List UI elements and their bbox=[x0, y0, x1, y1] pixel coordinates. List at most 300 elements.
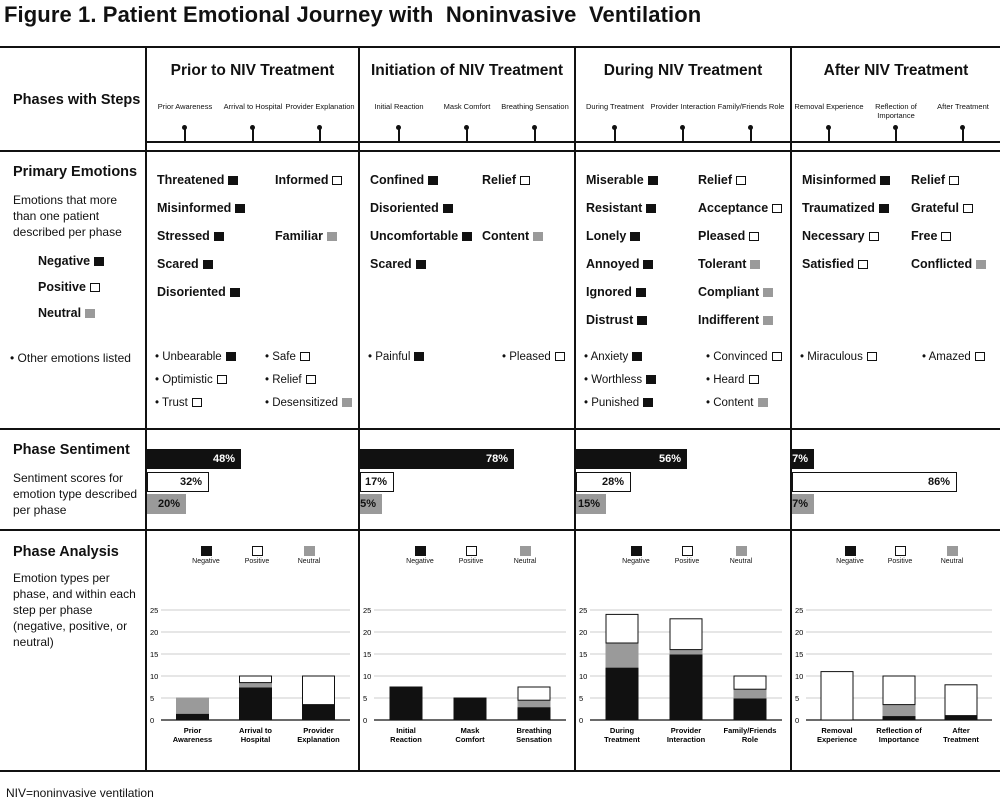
bar-segment-negative bbox=[606, 667, 638, 720]
mini-legend-label: Negative bbox=[836, 558, 864, 565]
bar-segment-positive bbox=[606, 614, 638, 643]
phase-title: Prior to NIV Treatment bbox=[170, 62, 335, 79]
emotion-label: Informed bbox=[275, 173, 329, 187]
emotion-label: Free bbox=[911, 229, 938, 243]
emotion-label: Relief bbox=[911, 173, 946, 187]
neutral-square-icon bbox=[342, 398, 352, 407]
row-label-phases: Phases with Steps bbox=[13, 92, 141, 108]
other-emotion-item bbox=[584, 396, 653, 410]
y-tick-label: 10 bbox=[795, 672, 804, 681]
positive-square-icon bbox=[90, 283, 100, 292]
emotion-label: Familiar bbox=[275, 229, 323, 243]
emotion-item bbox=[586, 285, 646, 299]
step-tick bbox=[319, 128, 321, 142]
negative-square-icon bbox=[428, 176, 438, 185]
y-tick-label: 25 bbox=[150, 606, 159, 615]
phase-title: During NIV Treatment bbox=[603, 62, 763, 79]
y-tick-label: 20 bbox=[150, 628, 159, 637]
category-label: Provider Explanation bbox=[297, 726, 340, 744]
emotion-label: Misinformed bbox=[802, 173, 877, 187]
negative-square-icon bbox=[632, 352, 642, 361]
emotion-item bbox=[911, 201, 973, 215]
legend-neu bbox=[38, 306, 95, 320]
other-emotion-item bbox=[922, 350, 985, 364]
negative-square-icon bbox=[228, 176, 238, 185]
footnote: NIV=noninvasive ventilation bbox=[6, 786, 154, 800]
sentiment-bar-negative: 7% bbox=[792, 449, 814, 469]
other-emotion-item bbox=[706, 350, 782, 364]
negative-square-icon bbox=[636, 288, 646, 297]
step-label: After Treatment bbox=[937, 102, 989, 111]
neg-legend-swatch bbox=[845, 546, 856, 556]
bar-segment-neutral bbox=[670, 650, 702, 654]
negative-square-icon bbox=[879, 204, 889, 213]
emotion-label: Miserable bbox=[586, 173, 644, 187]
y-tick-label: 15 bbox=[363, 650, 372, 659]
positive-square-icon bbox=[306, 375, 316, 384]
y-tick-label: 5 bbox=[579, 694, 584, 703]
other-emotion-item bbox=[584, 350, 642, 364]
other-emotion-item bbox=[706, 373, 759, 387]
step-tick bbox=[962, 128, 964, 142]
phase-column-3 bbox=[576, 0, 790, 809]
row-label-emotions: Primary Emotions bbox=[13, 164, 138, 180]
emotion-item bbox=[586, 229, 640, 243]
emotion-label: Indifferent bbox=[698, 313, 760, 327]
bar-segment-negative bbox=[518, 707, 550, 720]
step-tick bbox=[750, 128, 752, 142]
negative-square-icon bbox=[416, 260, 426, 269]
emotion-label: Relief bbox=[482, 173, 517, 187]
bar-segment-neutral bbox=[177, 698, 209, 713]
emotion-item bbox=[157, 257, 213, 271]
bar-segment-negative bbox=[734, 698, 766, 720]
neutral-square-icon bbox=[533, 232, 543, 241]
bar-segment-neutral bbox=[883, 705, 915, 716]
y-tick-label: 20 bbox=[795, 628, 804, 637]
mini-legend-label: Neutral bbox=[940, 558, 964, 565]
y-tick-label: 20 bbox=[363, 628, 372, 637]
bar-segment-neutral bbox=[240, 683, 272, 687]
neutral-square-icon bbox=[976, 260, 986, 269]
phase-column-4 bbox=[792, 0, 1000, 809]
step-tick bbox=[828, 128, 830, 142]
mini-legend-neg bbox=[395, 546, 445, 565]
legend-label: Neutral bbox=[38, 306, 82, 320]
other-emotion-label: • Desensitized bbox=[265, 397, 339, 409]
y-tick-label: 15 bbox=[795, 650, 804, 659]
positive-square-icon bbox=[963, 204, 973, 213]
y-tick-label: 0 bbox=[579, 716, 584, 725]
neutral-square-icon bbox=[758, 398, 768, 407]
emotion-item bbox=[370, 201, 453, 215]
emotion-item bbox=[482, 229, 543, 243]
other-emotion-item bbox=[265, 396, 352, 410]
emotion-item bbox=[802, 257, 868, 271]
bar-segment-positive bbox=[303, 676, 335, 705]
step-label: Provider Explanation bbox=[285, 102, 355, 111]
emotion-label: Satisfied bbox=[802, 257, 855, 271]
mini-legend-pos bbox=[232, 546, 282, 565]
negative-square-icon bbox=[646, 375, 656, 384]
step-tick bbox=[398, 128, 400, 142]
stacked-bar-chart-1 bbox=[147, 600, 358, 770]
emotion-item bbox=[157, 173, 238, 187]
other-emotion-label: • Convinced bbox=[706, 351, 768, 363]
emotion-item bbox=[586, 201, 656, 215]
emotion-item bbox=[911, 257, 986, 271]
bar-segment-negative bbox=[454, 698, 486, 720]
emotion-item bbox=[911, 229, 951, 243]
emotion-item bbox=[370, 257, 426, 271]
legend-pos bbox=[38, 280, 100, 294]
other-emotions-label: • Other emotions listed bbox=[10, 351, 131, 365]
emotion-item bbox=[157, 201, 245, 215]
mini-legend-pos bbox=[446, 546, 496, 565]
emotion-item bbox=[802, 201, 889, 215]
positive-square-icon bbox=[772, 204, 782, 213]
step-label: Mask Comfort bbox=[443, 102, 491, 111]
step-axis bbox=[792, 141, 1000, 143]
step-axis bbox=[360, 141, 574, 143]
step-tick bbox=[184, 128, 186, 142]
other-emotion-label: • Pleased bbox=[502, 351, 551, 363]
positive-square-icon bbox=[555, 352, 565, 361]
mini-legend-neu bbox=[927, 546, 977, 565]
sentiment-bar-neutral: 20% bbox=[147, 494, 186, 514]
positive-square-icon bbox=[949, 176, 959, 185]
mini-legend-label: Negative bbox=[622, 558, 650, 565]
step-axis bbox=[147, 141, 358, 143]
mini-legend-neu bbox=[716, 546, 766, 565]
bar-segment-neutral bbox=[606, 643, 638, 667]
other-emotion-item bbox=[502, 350, 565, 364]
emotion-item bbox=[370, 229, 472, 243]
y-tick-label: 10 bbox=[150, 672, 159, 681]
y-tick-label: 5 bbox=[150, 694, 155, 703]
neutral-square-icon bbox=[85, 309, 95, 318]
mini-legend-neg bbox=[825, 546, 875, 565]
emotion-label: Threatened bbox=[157, 173, 225, 187]
negative-square-icon bbox=[880, 176, 890, 185]
emotion-label: Tolerant bbox=[698, 257, 747, 271]
other-emotion-item bbox=[265, 350, 310, 364]
sentiment-bar-negative: 56% bbox=[576, 449, 687, 469]
positive-square-icon bbox=[858, 260, 868, 269]
emotion-label: Conflicted bbox=[911, 257, 973, 271]
emotion-label: Resistant bbox=[586, 201, 643, 215]
negative-square-icon bbox=[630, 232, 640, 241]
phase-column-1 bbox=[147, 0, 358, 809]
pos-legend-swatch bbox=[466, 546, 477, 556]
mini-legend-label: Neutral bbox=[297, 558, 321, 565]
y-tick-label: 5 bbox=[795, 694, 800, 703]
positive-square-icon bbox=[520, 176, 530, 185]
category-label: Removal Experience bbox=[816, 726, 858, 744]
bar-segment-negative bbox=[303, 705, 335, 720]
emotion-item bbox=[482, 173, 530, 187]
other-emotion-label: • Punished bbox=[584, 397, 640, 409]
emotion-label: Distrust bbox=[586, 313, 634, 327]
bar-segment-negative bbox=[670, 654, 702, 720]
row-desc-sentiment: Sentiment scores for emotion type described per phase bbox=[13, 471, 138, 517]
sentiment-bar-neutral: 15% bbox=[576, 494, 606, 514]
emotion-item bbox=[370, 173, 438, 187]
category-label: Breathing Sensation bbox=[516, 726, 552, 744]
positive-square-icon bbox=[975, 352, 985, 361]
negative-square-icon bbox=[648, 176, 658, 185]
bar-segment-negative bbox=[390, 687, 422, 720]
neu-legend-swatch bbox=[520, 546, 531, 556]
emotion-label: Traumatized bbox=[802, 201, 875, 215]
negative-square-icon bbox=[203, 260, 213, 269]
mini-legend-pos bbox=[875, 546, 925, 565]
emotion-item bbox=[698, 173, 746, 187]
other-emotion-label: • Optimistic bbox=[155, 374, 213, 386]
mini-legend-neg bbox=[181, 546, 231, 565]
emotion-label: Confined bbox=[370, 173, 425, 187]
neg-legend-swatch bbox=[201, 546, 212, 556]
sentiment-bar-negative: 48% bbox=[147, 449, 241, 469]
bar-segment-positive bbox=[518, 687, 550, 700]
stacked-bar-chart-3 bbox=[576, 600, 790, 770]
other-emotion-label: • Content bbox=[706, 397, 754, 409]
step-label: Prior Awareness bbox=[157, 102, 213, 111]
negative-square-icon bbox=[226, 352, 236, 361]
emotion-item bbox=[802, 229, 879, 243]
bar-segment-negative bbox=[883, 716, 915, 720]
category-label: Mask Comfort bbox=[455, 726, 485, 744]
other-emotion-label: • Trust bbox=[155, 397, 188, 409]
row-desc-emotions: Emotions that more than one patient described per phase bbox=[13, 193, 122, 239]
phase-title: After NIV Treatment bbox=[823, 62, 969, 79]
category-label: After Treatment bbox=[943, 726, 979, 744]
positive-square-icon bbox=[736, 176, 746, 185]
other-emotion-item bbox=[155, 373, 227, 387]
emotion-item bbox=[698, 285, 773, 299]
step-label: Reflection of Importance bbox=[875, 102, 917, 120]
category-label: Provider Interaction bbox=[666, 726, 706, 744]
y-tick-label: 5 bbox=[363, 694, 368, 703]
other-emotion-item bbox=[584, 373, 656, 387]
emotion-label: Disoriented bbox=[157, 285, 226, 299]
y-tick-label: 20 bbox=[579, 628, 588, 637]
y-tick-label: 0 bbox=[363, 716, 368, 725]
pos-legend-swatch bbox=[682, 546, 693, 556]
y-tick-label: 15 bbox=[579, 650, 588, 659]
other-emotion-item bbox=[706, 396, 768, 410]
mini-legend-label: Positive bbox=[887, 558, 913, 565]
y-tick-label: 0 bbox=[795, 716, 800, 725]
emotion-item bbox=[586, 173, 658, 187]
positive-square-icon bbox=[217, 375, 227, 384]
y-tick-label: 10 bbox=[579, 672, 588, 681]
negative-square-icon bbox=[443, 204, 453, 213]
other-emotion-label: • Unbearable bbox=[155, 351, 222, 363]
sentiment-bar-positive: 32% bbox=[147, 472, 209, 492]
phase-column-2 bbox=[360, 0, 574, 809]
positive-square-icon bbox=[749, 232, 759, 241]
pos-legend-swatch bbox=[895, 546, 906, 556]
emotion-item bbox=[157, 285, 240, 299]
step-label: Provider Interaction bbox=[650, 102, 716, 111]
emotion-item bbox=[698, 257, 760, 271]
emotion-item bbox=[586, 257, 653, 271]
negative-square-icon bbox=[414, 352, 424, 361]
step-label: Family/Friends Role bbox=[717, 102, 785, 111]
category-label: During Treatment bbox=[604, 726, 640, 744]
negative-square-icon bbox=[235, 204, 245, 213]
bar-segment-negative bbox=[240, 687, 272, 720]
neutral-square-icon bbox=[763, 316, 773, 325]
y-tick-label: 10 bbox=[363, 672, 372, 681]
emotion-label: Grateful bbox=[911, 201, 959, 215]
negative-square-icon bbox=[643, 260, 653, 269]
category-label: Family/Friends Role bbox=[723, 726, 777, 744]
other-emotion-label: • Painful bbox=[368, 351, 411, 363]
bar-segment-neutral bbox=[518, 700, 550, 707]
bar-segment-positive bbox=[670, 619, 702, 650]
bar-segment-positive bbox=[821, 672, 853, 720]
bar-segment-negative bbox=[177, 713, 209, 720]
sentiment-bar-positive: 86% bbox=[792, 472, 957, 492]
other-emotion-item bbox=[265, 373, 316, 387]
emotion-label: Compliant bbox=[698, 285, 760, 299]
bar-segment-positive bbox=[945, 685, 977, 716]
step-label: Removal Experience bbox=[794, 102, 864, 111]
neu-legend-swatch bbox=[947, 546, 958, 556]
emotion-item bbox=[911, 173, 959, 187]
step-tick bbox=[466, 128, 468, 142]
sentiment-bar-positive: 17% bbox=[360, 472, 394, 492]
negative-square-icon bbox=[94, 257, 104, 266]
positive-square-icon bbox=[869, 232, 879, 241]
neutral-square-icon bbox=[763, 288, 773, 297]
negative-square-icon bbox=[646, 204, 656, 213]
neutral-square-icon bbox=[750, 260, 760, 269]
step-tick bbox=[614, 128, 616, 142]
figure-title: Figure 1. Patient Emotional Journey with Noninvasive Ventilation bbox=[4, 2, 702, 27]
negative-square-icon bbox=[643, 398, 653, 407]
step-tick bbox=[252, 128, 254, 142]
emotion-label: Misinformed bbox=[157, 201, 232, 215]
other-emotion-label: • Anxiety bbox=[584, 351, 629, 363]
negative-square-icon bbox=[214, 232, 224, 241]
mini-legend-neu bbox=[500, 546, 550, 565]
category-label: Prior Awareness bbox=[172, 726, 213, 744]
emotion-label: Lonely bbox=[586, 229, 627, 243]
category-label: Reflection of Importance bbox=[876, 726, 922, 744]
negative-square-icon bbox=[462, 232, 472, 241]
mini-legend-label: Negative bbox=[406, 558, 434, 565]
category-label: Arrival to Hospital bbox=[239, 726, 272, 744]
y-tick-label: 25 bbox=[795, 606, 804, 615]
negative-square-icon bbox=[637, 316, 647, 325]
step-label: Arrival to Hospital bbox=[223, 102, 283, 111]
sentiment-bar-negative: 78% bbox=[360, 449, 514, 469]
emotion-label: Acceptance bbox=[698, 201, 769, 215]
mini-legend-neg bbox=[611, 546, 661, 565]
other-emotion-label: • Safe bbox=[265, 351, 296, 363]
other-emotion-label: • Relief bbox=[265, 374, 302, 386]
emotion-label: Pleased bbox=[698, 229, 746, 243]
emotion-item bbox=[586, 313, 647, 327]
positive-square-icon bbox=[772, 352, 782, 361]
neg-legend-swatch bbox=[415, 546, 426, 556]
step-label: During Treatment bbox=[586, 102, 644, 111]
emotion-item bbox=[698, 313, 773, 327]
negative-square-icon bbox=[230, 288, 240, 297]
step-tick bbox=[682, 128, 684, 142]
emotion-label: Content bbox=[482, 229, 530, 243]
legend-label: Positive bbox=[38, 280, 86, 294]
emotion-item bbox=[275, 173, 342, 187]
positive-square-icon bbox=[941, 232, 951, 241]
bar-segment-positive bbox=[240, 676, 272, 683]
neu-legend-swatch bbox=[304, 546, 315, 556]
bar-segment-positive bbox=[883, 676, 915, 705]
row-desc-analysis: Emotion types per phase, and within each step per phase (negative, positive, or neutral) bbox=[13, 571, 136, 649]
pos-legend-swatch bbox=[252, 546, 263, 556]
y-tick-label: 25 bbox=[363, 606, 372, 615]
other-emotion-item bbox=[800, 350, 877, 364]
sentiment-bar-neutral: 5% bbox=[360, 494, 382, 514]
emotion-item bbox=[275, 229, 337, 243]
mini-legend-label: Neutral bbox=[729, 558, 753, 565]
positive-square-icon bbox=[192, 398, 202, 407]
positive-square-icon bbox=[867, 352, 877, 361]
positive-square-icon bbox=[300, 352, 310, 361]
step-tick bbox=[895, 128, 897, 142]
bar-segment-negative bbox=[945, 716, 977, 720]
other-emotion-label: • Worthless bbox=[584, 374, 643, 386]
step-label: Initial Reaction bbox=[374, 102, 424, 111]
other-emotion-label: • Amazed bbox=[922, 351, 971, 363]
emotion-label: Stressed bbox=[157, 229, 210, 243]
emotion-label: Uncomfortable bbox=[370, 229, 459, 243]
emotion-item bbox=[698, 201, 782, 215]
sentiment-bar-positive: 28% bbox=[576, 472, 631, 492]
step-axis bbox=[576, 141, 790, 143]
emotion-item bbox=[157, 229, 224, 243]
other-emotion-label: • Miraculous bbox=[800, 351, 863, 363]
mini-legend-neu bbox=[284, 546, 334, 565]
emotion-label: Disoriented bbox=[370, 201, 439, 215]
mini-legend-label: Positive bbox=[674, 558, 700, 565]
bar-segment-positive bbox=[734, 676, 766, 689]
step-tick bbox=[534, 128, 536, 142]
mini-legend-label: Negative bbox=[192, 558, 220, 565]
other-emotion-item bbox=[155, 396, 202, 410]
phase-title: Initiation of NIV Treatment bbox=[370, 62, 564, 79]
row-label-sentiment: Phase Sentiment bbox=[13, 442, 130, 458]
mini-legend-label: Positive bbox=[458, 558, 484, 565]
legend-neg bbox=[38, 254, 104, 268]
neu-legend-swatch bbox=[736, 546, 747, 556]
neg-legend-swatch bbox=[631, 546, 642, 556]
mini-legend-label: Positive bbox=[244, 558, 270, 565]
other-emotion-item bbox=[368, 350, 424, 364]
step-label: Breathing Sensation bbox=[501, 102, 569, 111]
neutral-square-icon bbox=[327, 232, 337, 241]
other-emotion-label: • Heard bbox=[706, 374, 745, 386]
emotion-label: Relief bbox=[698, 173, 733, 187]
other-emotion-item bbox=[155, 350, 236, 364]
emotion-item bbox=[802, 173, 890, 187]
sentiment-bar-neutral: 7% bbox=[792, 494, 814, 514]
positive-square-icon bbox=[749, 375, 759, 384]
mini-legend-label: Neutral bbox=[513, 558, 537, 565]
